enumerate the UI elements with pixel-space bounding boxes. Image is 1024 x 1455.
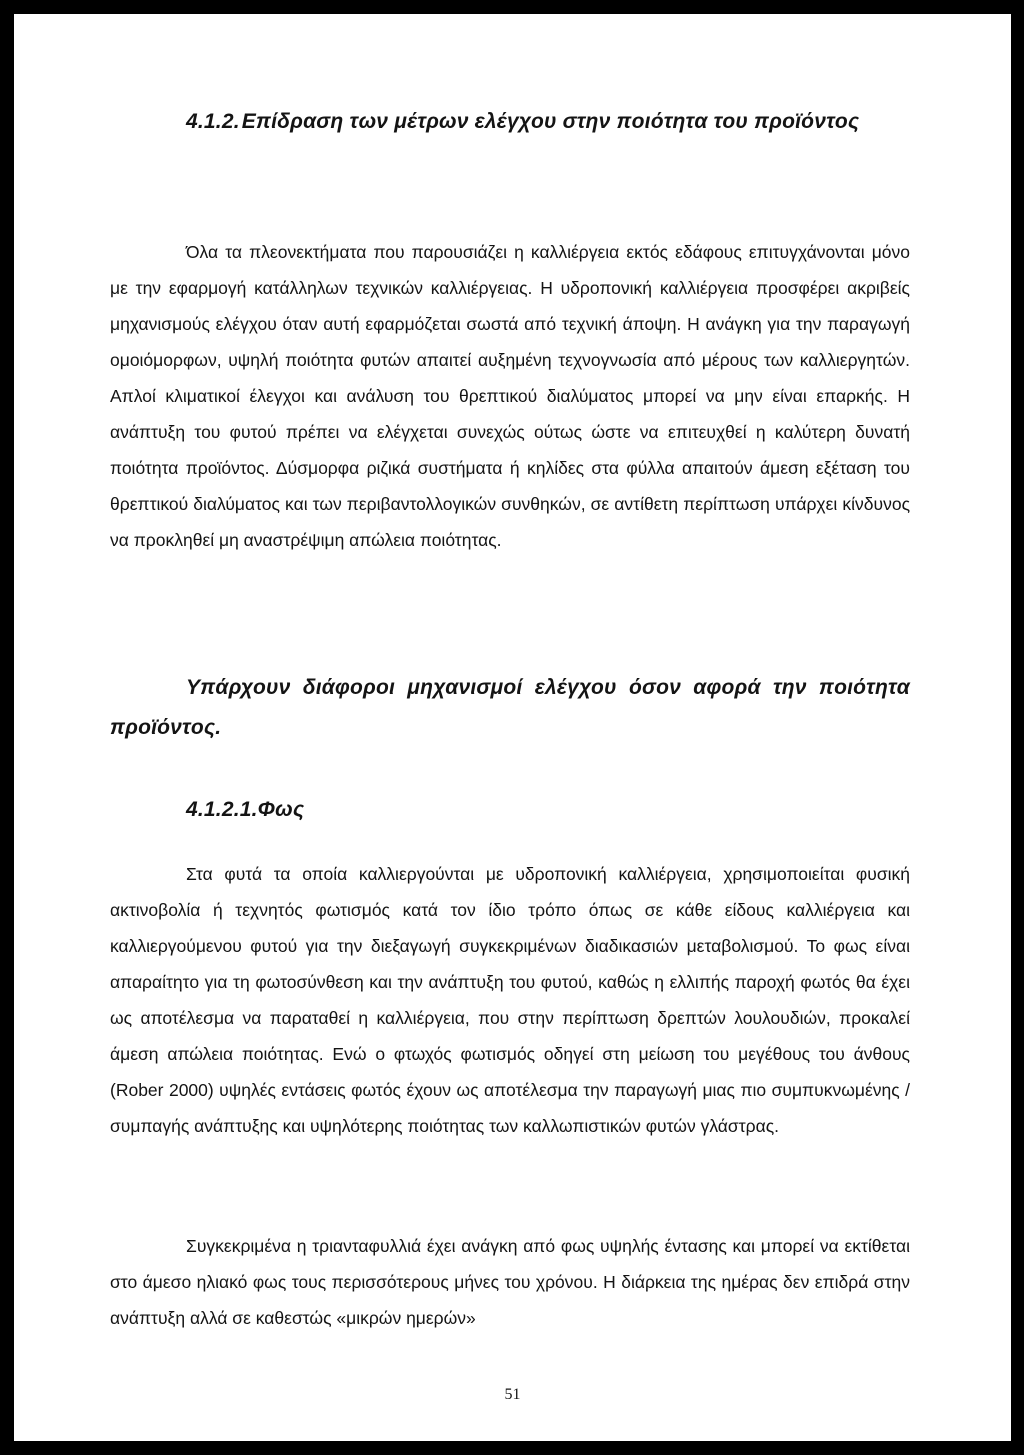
paragraph-3 — [110, 1228, 910, 1336]
emphasis-text: Υπάρχουν διάφοροι μηχανισμοί ελέγχου όσον αφορά την ποιότητα προϊόντος. — [110, 676, 910, 739]
paragraph-1: Όλα τα πλεονεκτήματα που παρουσιάζει η καλλιέργεια εκτός εδάφους επιτυγχάνονται μόνο με την εφαρμογή κατάλληλων τεχνικών καλλιέργειας. Η υδροπονική καλλιέργεια προσφέρει ακριβείς μηχανισμούς ελέγχου όταν αυτή εφαρμόζεται σωστά από τεχνική άποψη. Η ανάγκη για την παραγωγή ομοιόμορφων, υψηλή ποιότητα φυτών απαιτεί αυξημένη τεχνογνωσία από μέρους των καλλιεργητών. Απλοί κλιματικοί έλεγχοι και ανάλυση του θρεπτικού διαλύματος μπορεί να μην είναι επαρκής. Η ανάπτυξη του φυτού πρέπει να ελέγχεται συνεχώς ούτως ώστε να επιτευχθεί η καλύτερη δυνατή ποιότητα προϊόντος. Δύσμορφα ριζικά συστήματα ή κηλίδες στα φύλλα απαιτούν άμεση εξέταση του θρεπτικού διαλύματος και των περιβαντολλογικών συνθηκών, σε αντίθετη περίπτωση υπάρχει κίνδυνος να προκληθεί μη αναστρέψιμη απώλεια ποιότητας. — [110, 242, 910, 550]
section-number: 4.1.2. — [186, 110, 240, 133]
paragraph-3-text: Συγκεκριμένα η τριανταφυλλιά έχει ανάγκη από φως υψηλής έντασης και μπορεί να εκτίθεται στο άμεσο ηλιακό φως τους περισσότερους μήνες του χρόνου. Η διάρκεια της ημέρας δεν επιδρά στην ανάπτυξη αλλά σε καθεστώς «μικρών ημερών» — [110, 1236, 910, 1328]
emphasis-statement — [110, 668, 910, 748]
paragraph-2-text: Στα φυτά τα οποία καλλιεργούνται με υδροπονική καλλιέργεια, χρησιμοποιείται φυσική ακτινοβολία ή τεχνητός φωτισμός κατά τον ίδιο τρόπο όπως σε κάθε είδους καλλιέργεια και καλλιεργούμενου φυτού για την διεξαγωγή συγκεκριμένων διαδικασιών μεταβολισμού. Το φως είναι απαραίτητο για τη φωτοσύνθεση και την ανάπτυξη του φυτού, καθώς η ελλιπής παροχή φωτός θα έχει ως αποτέλεσμα να παραταθεί η καλλιέργεια, που στην περίπτωση δρεπτών λουλουδιών, προκαλεί άμεση απώλεια ποιότητας. Ενώ ο φτωχός φωτισμός οδηγεί στη μείωση του μεγέθους του άνθους (Rober 2000) υψηλές εντάσεις φωτός έχουν ως αποτέλεσμα την παραγωγή μιας πιο συμπυκνωμένης /συμπαγής ανάπτυξης και υψηλότερης ποιότητας των καλλωπιστικών φυτών γλάστρας. — [110, 864, 910, 1136]
section-heading — [110, 102, 910, 142]
subsection-number: 4.1.2.1. — [186, 798, 258, 821]
section-title: Επίδραση των μέτρων ελέγχου στην ποιότητα του προϊόντος — [241, 110, 860, 133]
document-page — [14, 14, 1011, 1441]
paragraph-2 — [110, 856, 910, 1144]
subsection-heading — [186, 790, 486, 830]
subsection-title: Φως — [257, 798, 305, 821]
page-number: 51 — [504, 1386, 521, 1403]
